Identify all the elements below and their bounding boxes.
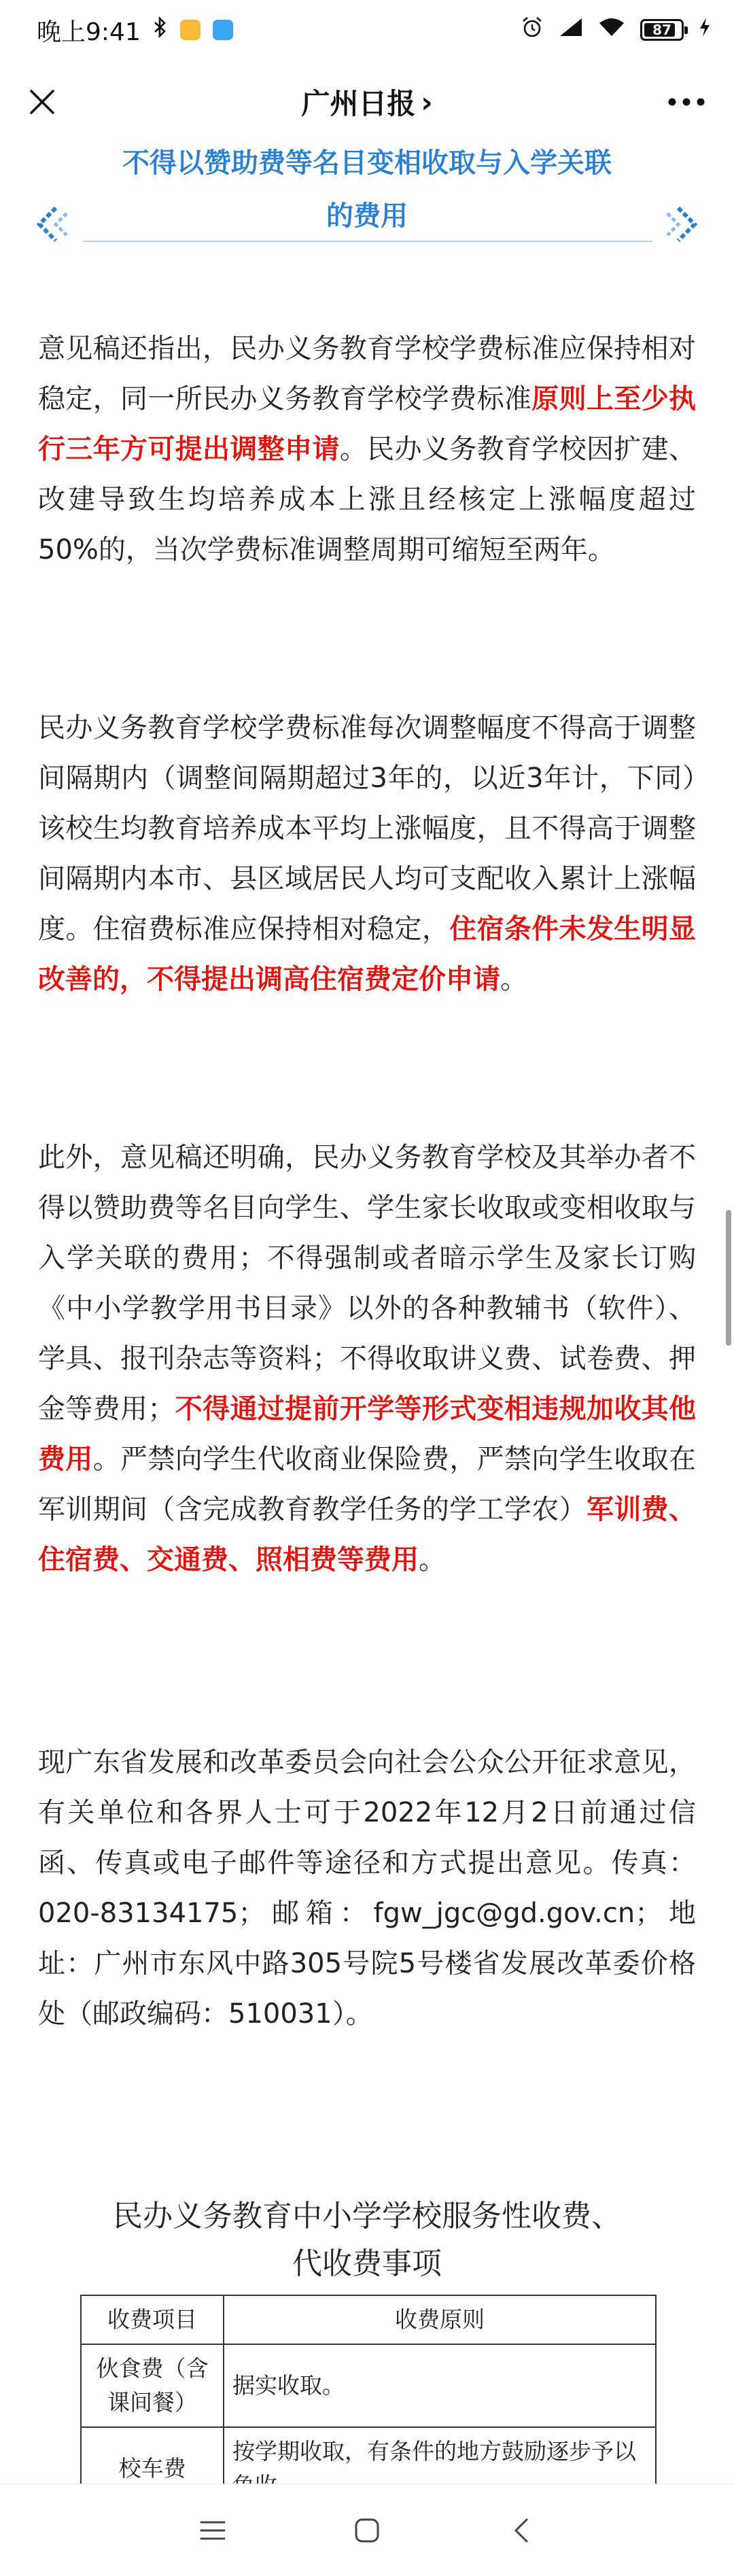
table-header-cell: 收费项目 bbox=[81, 2295, 224, 2344]
paragraph-text: 此外，意见稿还明确，民办义务教育学校及其举办者不得以赞助费等名目向学生、学生家长收取或变相收取与入学关联的费用；不得强制或者暗示学生及家长订购《中小学教学用书目录》以外的各种教辅书（软件）、学具、报刊杂志等资料；不得收取讲义费、试卷费、押金等费用； bbox=[38, 1142, 696, 1425]
fee-table bbox=[80, 2295, 657, 2511]
chevron-right-icon: › bbox=[421, 85, 433, 119]
paragraph-text: 意见稿还指出，民办义务教育学校学费标准应保持相对稳定，同一所民办义务教育学校学费标准 bbox=[38, 333, 696, 415]
table-header-cell: 收费原则 bbox=[224, 2295, 656, 2344]
charging-icon bbox=[699, 16, 711, 43]
article-paragraph bbox=[38, 703, 696, 1005]
status-time: 晚上9:41 bbox=[37, 18, 141, 46]
signal-icon bbox=[559, 16, 583, 43]
close-icon[interactable] bbox=[20, 80, 64, 124]
app-notification-icon bbox=[180, 20, 200, 40]
more-icon[interactable] bbox=[659, 80, 714, 124]
table-title-line1: 民办义务教育中小学学校服务性收费、 bbox=[113, 2199, 621, 2233]
account-name: 广州日报 bbox=[301, 87, 416, 120]
status-bar bbox=[0, 0, 734, 60]
account-title[interactable] bbox=[301, 82, 432, 122]
home-icon[interactable] bbox=[336, 2500, 398, 2561]
table-title bbox=[38, 2193, 696, 2288]
heading-divider bbox=[83, 241, 652, 242]
article-paragraph bbox=[38, 1132, 696, 1585]
paragraph-text: 。 bbox=[500, 964, 527, 995]
section-heading-line2: 的费用 bbox=[326, 201, 408, 232]
table-title-line2: 代收费事项 bbox=[292, 2246, 442, 2281]
nav-bar bbox=[0, 60, 734, 144]
paragraph-text: 。严禁向学生代收商业保险费，严禁向学生收取在军训期间（含完成教育教学任务的学工学农） bbox=[38, 1444, 697, 1525]
highlighted-text: 不得通过提前开学等形式变相违规加收其他费用 bbox=[38, 1393, 697, 1475]
section-heading-line1: 不得以赞助费等名目变相收取与入学关联 bbox=[122, 147, 612, 179]
highlighted-text: 原则上至少执行三年方可提出调整申请 bbox=[38, 383, 697, 465]
table-cell-item: 校车费 bbox=[81, 2427, 224, 2510]
table-row bbox=[81, 2344, 656, 2427]
paragraph-text: 。民办义务教育学校因扩建、改建导致生均培养成本上涨且经核定上涨幅度超过50%的，当次学费标准调整周期可缩短至两年。 bbox=[38, 434, 697, 565]
menu-icon[interactable] bbox=[182, 2500, 243, 2561]
bluetooth-icon bbox=[153, 16, 168, 44]
table-cell-rule: 据实收取。 bbox=[224, 2344, 656, 2427]
wifi-icon bbox=[598, 16, 625, 43]
paragraph-text: 。 bbox=[419, 1544, 446, 1576]
battery-icon bbox=[640, 19, 684, 41]
app-notification-icon bbox=[213, 20, 233, 40]
table-cell-item: 伙食费（含课间餐） bbox=[81, 2344, 224, 2427]
system-nav-bar bbox=[0, 2484, 734, 2576]
highlighted-text: 住宿条件未发生明显改善的，不得提出调高住宿费定价申请 bbox=[38, 913, 697, 995]
battery-level: 87 bbox=[652, 22, 671, 38]
scrollbar[interactable] bbox=[726, 1210, 731, 1346]
decorative-chevron-right-icon bbox=[663, 204, 699, 247]
table-cell-rule: 按学期收取，有条件的地方鼓励逐步予以 bbox=[224, 2427, 656, 2510]
article-paragraph: 现广东省发展和改革委员会向社会公众公开征求意见，有关单位和各界人士可于2022年12月2日前通过信函、传真或电子邮件等途径和方式提出意见。传真：020-83134175；邮箱：fgw_jgc@gd.gov.cn；地址：广州市东风中路305号院5号楼省发展改革委价格处（邮政编码：510031）。 bbox=[38, 1747, 696, 2030]
decorative-chevron-left-icon bbox=[35, 204, 71, 247]
back-icon[interactable] bbox=[491, 2500, 552, 2561]
section-heading bbox=[0, 144, 734, 246]
article-paragraph bbox=[38, 324, 696, 575]
paragraph-text: 民办义务教育学校学费标准每次调整幅度不得高于调整间隔期内（调整间隔期超过3年的，以近3年计，下同）该校生均教育培养成本平均上涨幅度，且不得高于调整间隔期内本市、县区域居民人均可支配收入累计上涨幅度。住宿费标准应保持相对稳定， bbox=[38, 712, 696, 945]
highlighted-text: 军训费、住宿费、交通费、照相费等费用 bbox=[38, 1494, 697, 1576]
alarm-icon bbox=[521, 16, 544, 45]
table-header-row bbox=[81, 2295, 656, 2344]
